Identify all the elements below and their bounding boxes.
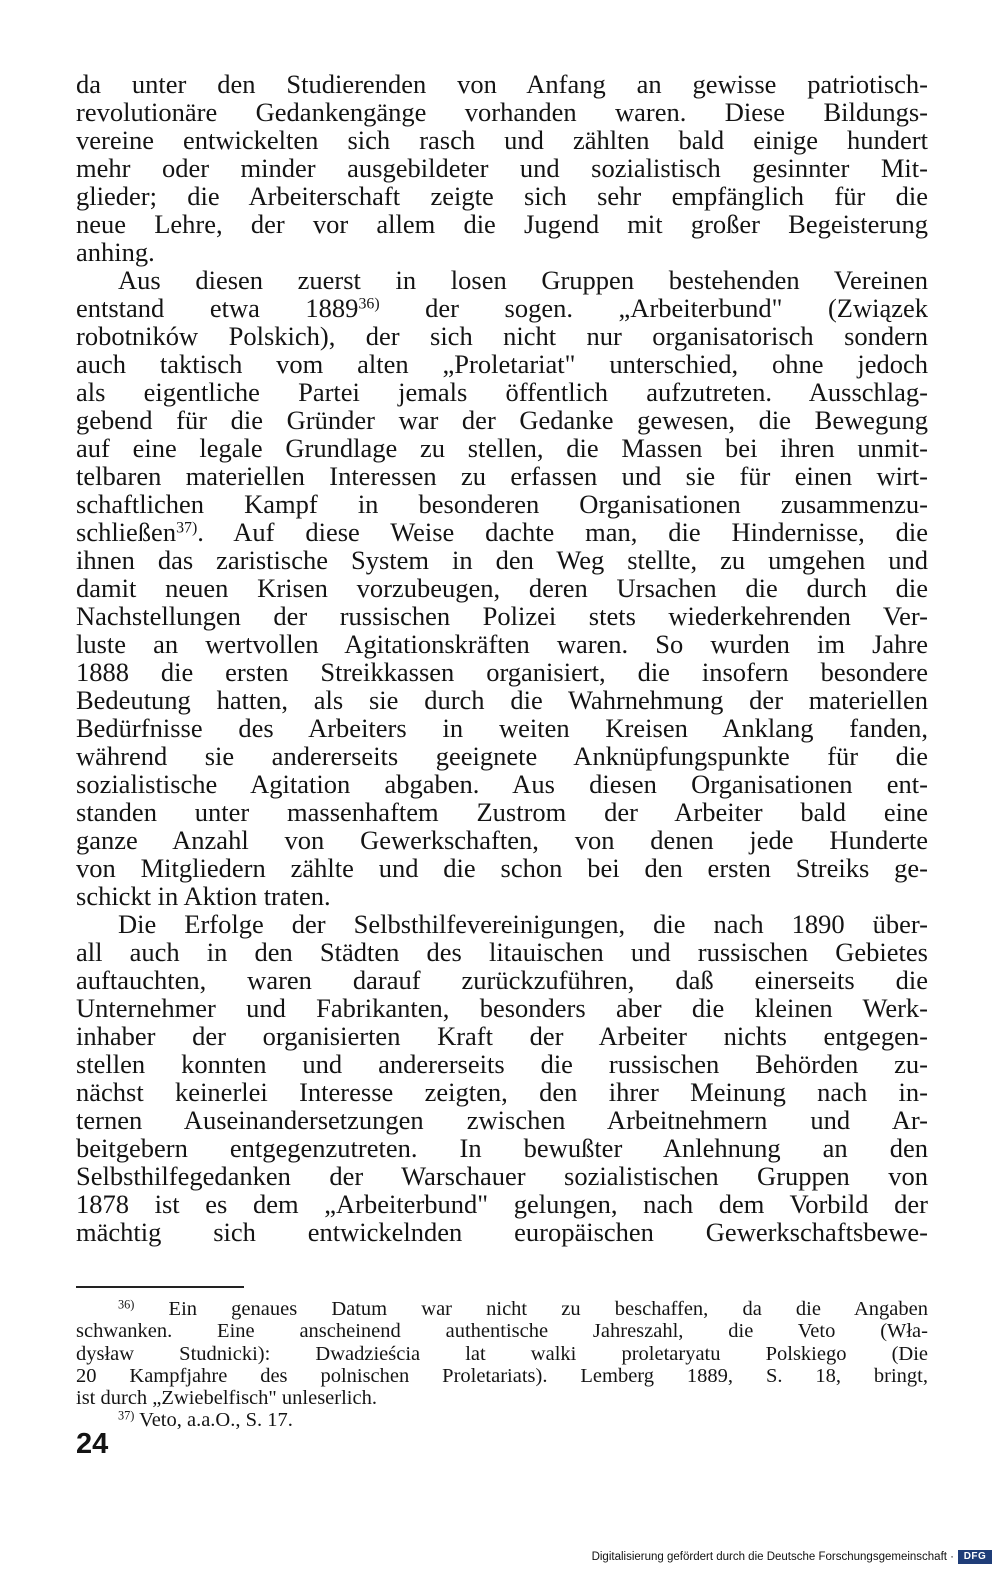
footnote-line — [76, 1298, 928, 1320]
text-line: 1878 ist es dem „Arbeiterbund" gelungen, nach dem Vorbild der — [76, 1189, 928, 1219]
footnote-divider — [76, 1286, 244, 1288]
footnote-ref-37[interactable]: 37) — [176, 519, 198, 537]
text-line: mächtig sich entwickelnden europäischen Gewerkschaftsbewe- — [76, 1217, 928, 1247]
text-segment: entstand etwa 1889 — [76, 293, 359, 323]
text-line: schaftlichen Kampf in besonderen Organisationen zusammenzu- — [76, 489, 928, 519]
digitization-credit: Digitalisierung gefördert durch die Deutsche Forschungsgemeinschaft · — [591, 1551, 954, 1563]
text-segment: der sogen. „Arbeiterbund" (Związek — [379, 293, 929, 323]
text-line: robotników Polskich), der sich nicht nur organisatorisch sondern — [76, 321, 928, 351]
text-line: vereine entwickelten sich rasch und zählten bald einige hundert — [76, 125, 928, 155]
text-line: während sie andererseits geeignete Anknüpfungspunkte für die — [76, 741, 928, 771]
text-segment: . Auf diese Weise dachte man, die Hindernisse, die — [197, 517, 928, 547]
text-line: Aus diesen zuerst in losen Gruppen bestehenden Vereinen — [118, 265, 928, 295]
text-line: ihnen das zaristische System in den Weg stellte, zu umgehen und — [76, 545, 928, 575]
text-line: Nachstellungen der russischen Polizei stets wiederkehrenden Ver- — [76, 601, 928, 631]
text-line: auftauchten, waren darauf zurückzuführen, daß einerseits die — [76, 965, 928, 995]
text-line — [76, 294, 928, 322]
text-line — [76, 518, 928, 546]
text-line: Selbsthilfegedanken der Warschauer sozialistischen Gruppen von — [76, 1161, 928, 1191]
text-line: auch taktisch vom alten „Proletariat" unterschied, ohne jedoch — [76, 349, 928, 379]
footnote-line: 20 Kampfjahre des polnischen Proletariats). Lemberg 1889, S. 18, bringt, — [76, 1364, 928, 1387]
text-line: anhing. — [76, 237, 155, 267]
text-line: Unternehmer und Fabrikanten, besonders aber die kleinen Werk- — [76, 993, 928, 1023]
text-line: schickt in Aktion traten. — [76, 881, 331, 911]
text-line: Bedürfnisse des Arbeiters in weiten Kreisen Anklang fanden, — [76, 713, 928, 743]
footnote-line: schwanken. Eine anscheinend authentische Jahreszahl, die Veto (Wła- — [76, 1320, 928, 1343]
footnote-marker-36: 36) — [118, 1297, 135, 1312]
text-line: luste an wertvollen Agitationskräften waren. So wurden im Jahre — [76, 629, 928, 659]
footnote-ref-36[interactable]: 36) — [358, 295, 380, 313]
text-line: mehr oder minder ausgebildeter und sozialistisch gesinnter Mit- — [76, 153, 928, 183]
footnotes — [76, 1298, 928, 1432]
text-line: revolutionäre Gedankengänge vorhanden waren. Diese Bildungs- — [76, 97, 928, 127]
text-line: 1888 die ersten Streikkassen organisiert, die insofern besondere — [76, 657, 928, 687]
text-line: inhaber der organisierten Kraft der Arbeiter nichts entgegen- — [76, 1021, 928, 1051]
text-line: ternen Auseinandersetzungen zwischen Arbeitnehmern und Ar- — [76, 1105, 928, 1135]
footnote-marker-37: 37) — [118, 1408, 135, 1423]
text-line: Die Erfolge der Selbsthilfevereinigungen, die nach 1890 über- — [118, 909, 928, 939]
text-line: telbaren materiellen Interessen zu erfassen und sie für einen wirt- — [76, 461, 928, 491]
main-text — [76, 70, 928, 1246]
text-line: gebend für die Gründer war der Gedanke gewesen, die Bewegung — [76, 405, 928, 435]
text-line: standen unter massenhaftem Zustrom der Arbeiter bald eine — [76, 797, 928, 827]
text-line: von Mitgliedern zählte und die schon bei den ersten Streiks ge- — [76, 853, 928, 883]
text-line: ganze Anzahl von Gewerkschaften, von denen jede Hunderte — [76, 825, 928, 855]
text-line: nächst keinerlei Interesse zeigten, den ihrer Meinung nach in- — [76, 1077, 928, 1107]
text-line: beitgebern entgegenzutreten. In bewußter Anlehnung an den — [76, 1133, 928, 1163]
text-line: als eigentliche Partei jemals öffentlich aufzutreten. Ausschlag- — [76, 377, 928, 407]
footnote-line: dysław Studnicki): Dwadzieścia lat walki proletaryatu Polskiego (Die — [76, 1342, 928, 1365]
footnote-text: Veto, a.a.O., S. 17. — [134, 1409, 293, 1432]
footnote-text: Ein genaues Datum war nicht zu beschaffen, da die Angaben — [134, 1298, 928, 1320]
text-line: da unter den Studierenden von Anfang an gewisse patriotisch- — [76, 69, 928, 99]
text-line: stellen konnten und andererseits die russischen Behörden zu- — [76, 1049, 928, 1079]
text-line: Bedeutung hatten, als sie durch die Wahrnehmung der materiellen — [76, 685, 928, 715]
text-line: sozialistische Agitation abgaben. Aus diesen Organisationen ent- — [76, 769, 928, 799]
text-line: glieder; die Arbeiterschaft zeigte sich sehr empfänglich für die — [76, 181, 928, 211]
page-number: 24 — [76, 1428, 109, 1460]
text-line: neue Lehre, der vor allem die Jugend mit großer Begeisterung — [76, 209, 928, 239]
footnote-line: ist durch „Zwiebelfisch" unleserlich. — [76, 1387, 377, 1410]
text-line: all auch in den Städten des litauischen und russischen Gebietes — [76, 937, 928, 967]
text-line: auf eine legale Grundlage zu stellen, die Massen bei ihren unmit- — [76, 433, 928, 463]
text-segment: schließen — [76, 517, 177, 547]
text-line: damit neuen Krisen vorzubeugen, deren Ursachen die durch die — [76, 573, 928, 603]
dfg-logo-icon: DFG — [958, 1550, 992, 1564]
footnote-line — [76, 1409, 928, 1431]
